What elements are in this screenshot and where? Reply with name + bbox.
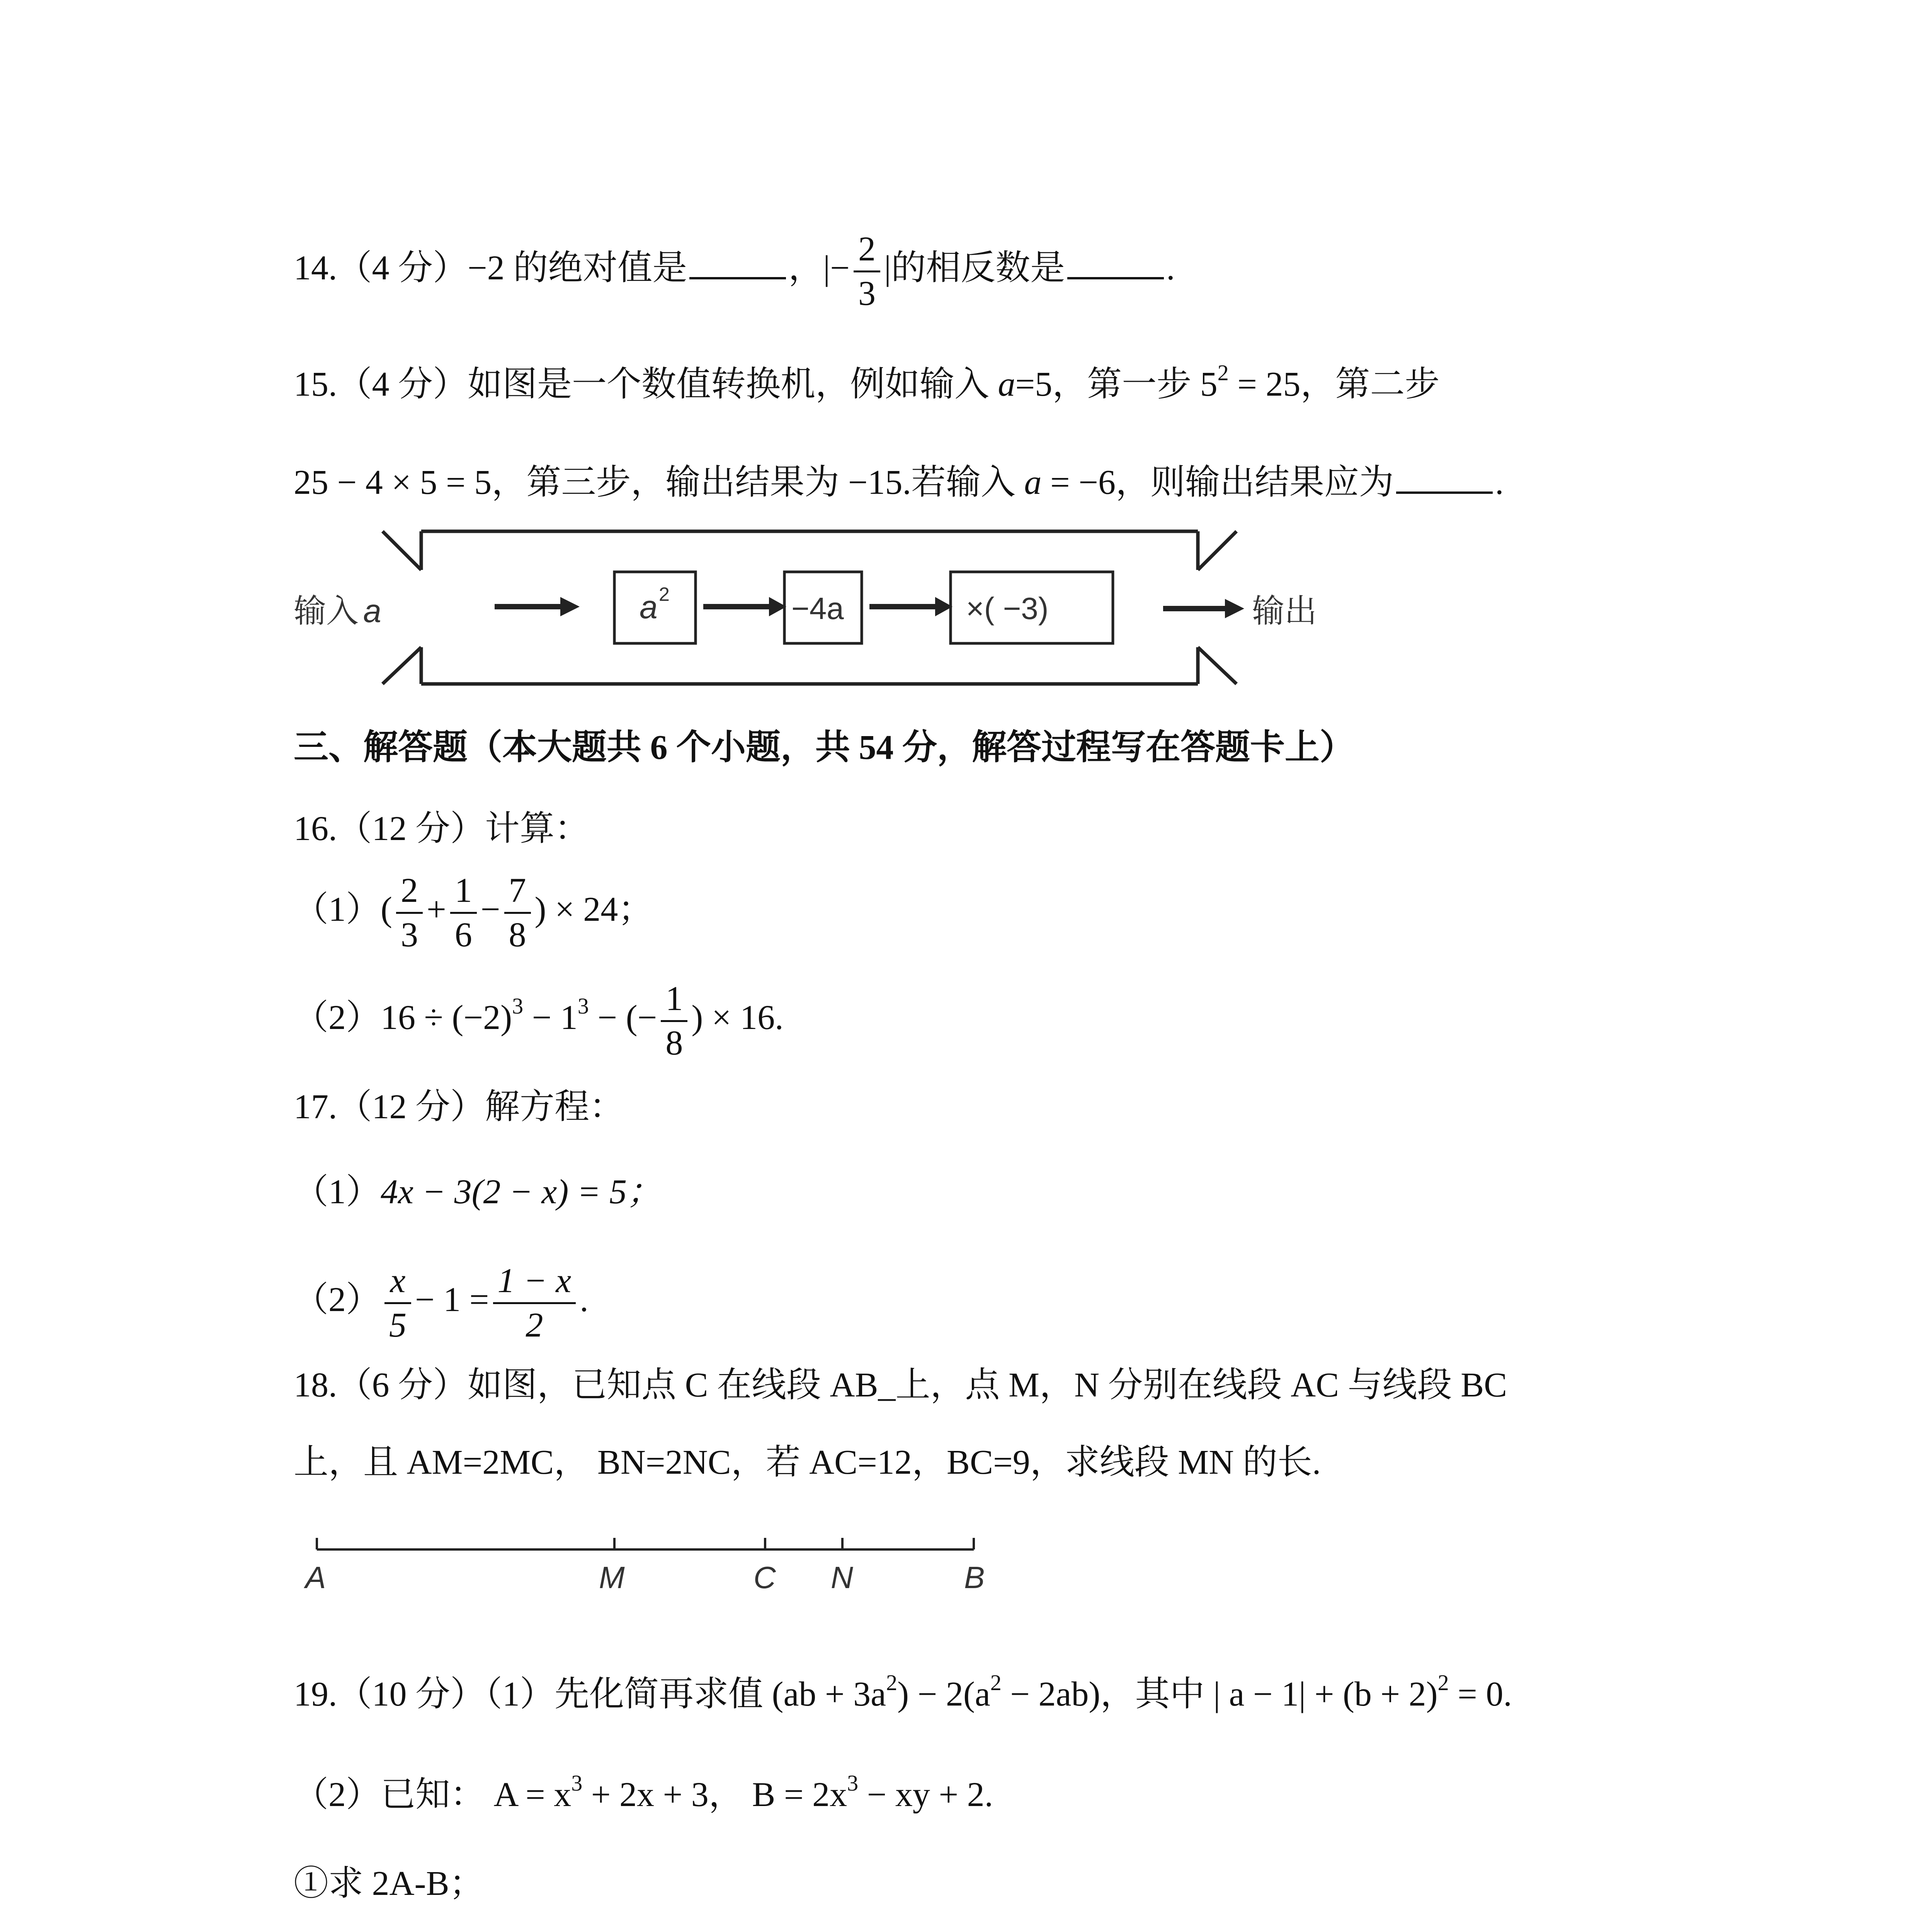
q16-p2-frac <box>661 981 687 1061</box>
q18-line-2: 上，且 AM=2MC， BN=2NC，若 AC=12，BC=9，求线段 MN 的长. <box>294 1443 1321 1481</box>
q17-p2-mid: − 1 = <box>415 1281 489 1319</box>
q14-end: . <box>1166 249 1175 287</box>
q17-frac-1-den: 5 <box>389 1306 407 1344</box>
q16-p2-a: 16 ÷ (−2) <box>381 998 512 1037</box>
machine-input-var: a <box>363 593 381 629</box>
q19-l2-a: （2）已知： A = x <box>294 1776 572 1814</box>
q16-frac-1-den: 3 <box>400 916 418 954</box>
q17-p1-equation: 4x − 3(2 − x) = 5； <box>381 1173 662 1211</box>
q16-p2-c: − (− <box>589 998 657 1037</box>
q17-title: 17.（12 分）解方程： <box>294 1088 624 1126</box>
q14-abs-close: | <box>884 249 891 287</box>
q14-text-1: −2 的绝对值是 <box>468 249 687 287</box>
machine-input-label: 输入 <box>294 593 359 629</box>
q16-p2-label: （2） <box>294 998 381 1037</box>
q17-part-1 <box>294 1175 662 1209</box>
q18-line-1: 18.（6 分）如图，已知点 C 在线段 AB_上，点 M，N 分别在线段 AC 与线段 BC <box>294 1366 1507 1404</box>
q17-p1-label: （1） <box>294 1173 381 1211</box>
q19-l2-exp-1: 3 <box>571 1770 583 1796</box>
q16-frac-3 <box>504 873 531 952</box>
q19-line-3: ①求 2A-B； <box>294 1864 484 1903</box>
q16-p2-frac-den: 8 <box>665 1024 683 1062</box>
q15-line-1 <box>294 360 1440 403</box>
q19-line-2 <box>294 1770 993 1814</box>
section-3-heading: 三、解答题（本大题共 6 个小题，共 54 分，解答过程写在答题卡上） <box>294 728 1354 767</box>
q14-comma: ， <box>788 249 823 287</box>
q16-p2-exp-1: 3 <box>512 993 524 1019</box>
q16-p2-b: − 1 <box>523 998 578 1037</box>
q14-blank-2 <box>1067 249 1164 279</box>
q19-l2-c: − xy + 2. <box>858 1776 993 1814</box>
q14-text-2: 的相反数是 <box>891 249 1065 287</box>
q16-minus: − <box>480 890 500 929</box>
point-m-label: M <box>599 1560 625 1595</box>
q19-l1-a: 19.（10 分）（1）先化简再求值 (ab + 3a <box>294 1675 886 1713</box>
q16-frac-3-den: 8 <box>509 916 526 954</box>
machine-box2-label: −4a <box>791 591 844 626</box>
q16-part-1 <box>294 873 653 952</box>
q14-number: 14.（4 分） <box>294 249 468 287</box>
q16-frac-2 <box>450 873 477 952</box>
q19-l1-exp-2: 2 <box>990 1670 1002 1695</box>
q17-frac-2-num: 1 − x <box>493 1264 576 1304</box>
q19-l1-exp-3: 2 <box>1437 1670 1449 1695</box>
q14-fraction-num: 2 <box>854 232 880 272</box>
q16-title: 16.（12 分）计算： <box>294 810 589 848</box>
q19-line-1 <box>294 1670 1512 1713</box>
q16-p2-exp-2: 3 <box>577 993 589 1019</box>
q16-p2-frac-num: 1 <box>661 981 687 1022</box>
q15-line-2 <box>294 464 1504 500</box>
q15-text-c: = 25，第二步 <box>1228 365 1440 403</box>
q15-text-b: =5，第一步 5 <box>1015 365 1218 403</box>
q17-frac-1-num: x <box>384 1264 411 1304</box>
conversion-machine-diagram <box>294 514 1376 715</box>
q15-text-d: 25 − 4 × 5 = 5，第三步，输出结果为 −15.若输入 <box>294 463 1024 502</box>
q17-frac-2-den: 2 <box>526 1306 543 1344</box>
q19-l1-c: − 2ab)，其中 | a − 1| + (b + 2) <box>1001 1675 1438 1713</box>
q19-l1-b: ) − 2(a <box>897 1675 990 1713</box>
machine-output-label: 输出 <box>1252 593 1317 629</box>
q16-p2-d: ) × 16. <box>691 998 784 1037</box>
q16-plus: + <box>426 890 446 929</box>
q16-frac-1-num: 2 <box>396 873 423 914</box>
q16-p1-open: ( <box>381 890 392 929</box>
point-n-label: N <box>831 1560 853 1595</box>
q15-var: a <box>998 365 1015 403</box>
q16-part-2 <box>294 981 784 1061</box>
q14-fraction-den: 3 <box>858 274 876 313</box>
q14-abs-open: |− <box>823 249 850 287</box>
q14-line <box>294 232 1175 311</box>
q15-exp: 2 <box>1217 360 1229 385</box>
q17-frac-2 <box>493 1264 576 1343</box>
point-b-label: B <box>964 1560 985 1595</box>
q15-var-2: a <box>1024 463 1042 502</box>
q19-l1-d: = 0. <box>1449 1675 1512 1713</box>
segment-diagram <box>294 1530 1028 1607</box>
q16-frac-2-den: 6 <box>454 916 472 954</box>
point-a-label: A <box>305 1560 326 1595</box>
q19-l2-b: + 2x + 3， B = 2x <box>582 1776 847 1814</box>
q19-l2-exp-2: 3 <box>847 1770 859 1796</box>
q17-p2-label: （2） <box>294 1281 381 1319</box>
q16-frac-2-num: 1 <box>450 873 477 914</box>
machine-box1-exp: 2 <box>659 583 670 605</box>
q16-frac-1 <box>396 873 423 952</box>
q16-p1-close: ) × 24； <box>534 890 653 929</box>
q15-text-e: = −6，则输出结果应为 <box>1041 463 1394 502</box>
q14-blank-1 <box>689 249 786 279</box>
q14-fraction <box>854 232 880 311</box>
machine-box3-label: ×( −3) <box>966 591 1049 626</box>
q15-blank <box>1396 464 1493 494</box>
machine-box1-base: a <box>640 589 658 625</box>
point-c-label: C <box>754 1560 776 1595</box>
q15-text-a: 15.（4 分）如图是一个数值转换机，例如输入 <box>294 365 998 403</box>
q16-frac-3-num: 7 <box>504 873 531 914</box>
q15-end: . <box>1495 463 1504 502</box>
q19-l1-exp-1: 2 <box>886 1670 898 1695</box>
q17-frac-1 <box>384 1264 411 1343</box>
q17-part-2 <box>294 1264 589 1343</box>
q16-p1-label: （1） <box>294 890 381 929</box>
q17-p2-end: . <box>580 1281 589 1319</box>
